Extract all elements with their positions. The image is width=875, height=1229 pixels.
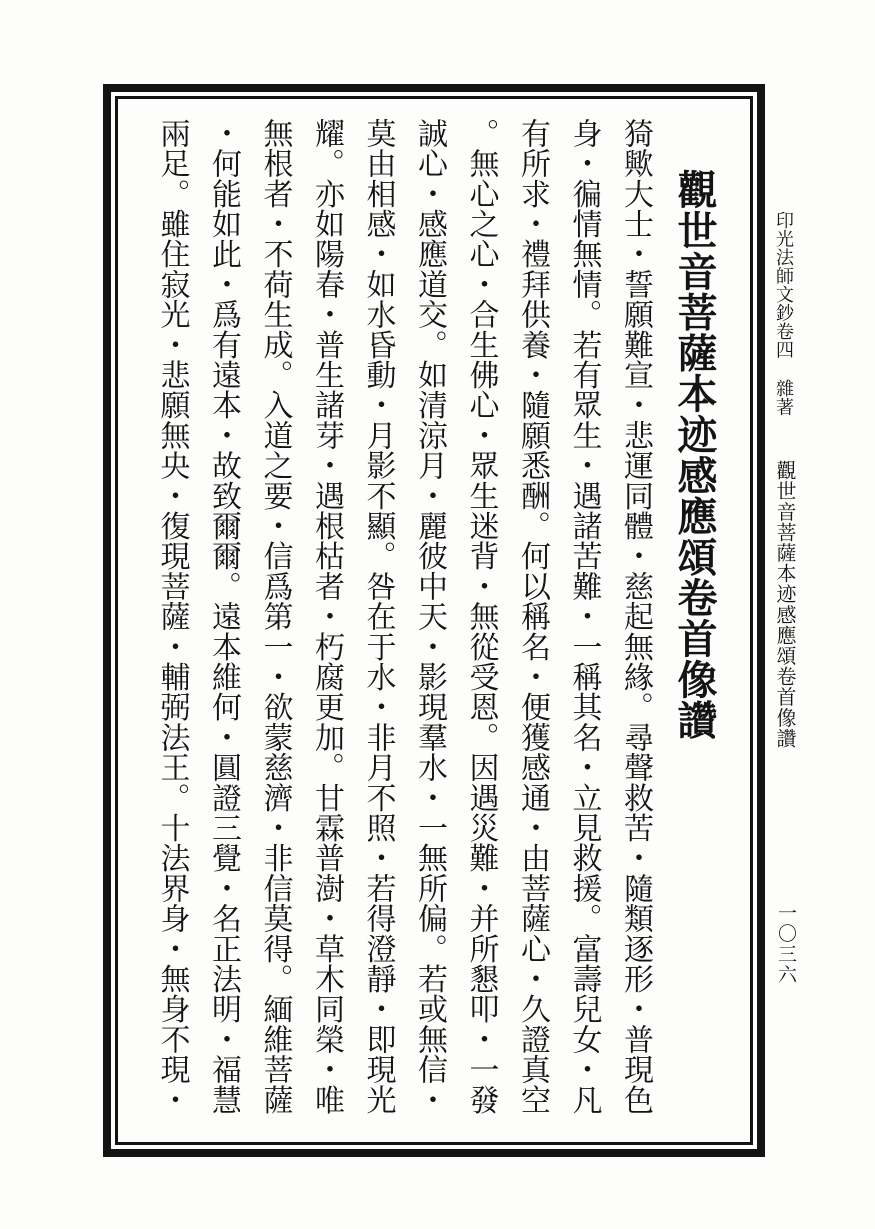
margin-running-head — [770, 211, 799, 831]
section-label: 雜著 — [774, 379, 794, 416]
text-column-1: 猗歟大士・誓願難宣・悲運同體・慈起無緣。尋聲救苦・隨類逐形・普現色 — [619, 118, 652, 1115]
text-column-10: 兩足。雖住寂光・悲願無央・復現菩薩・輔弼法王。十法界身・無身不現・ — [155, 118, 189, 1115]
page-title: 觀世音菩薩本迹感應頌卷首像讚 — [672, 169, 717, 741]
volume-label: 印光法師文鈔卷四 — [774, 211, 794, 359]
text-column-3: 有所求・禮拜供養・隨願悉酬。何以稱名・便獲感通・由菩薩心・久證真空 — [516, 118, 549, 1115]
page-frame-outer — [103, 84, 765, 1157]
text-column-5: 誠心・感應道交。如清涼月・麗彼中天・影現羣水・一無所偏。若或無信・ — [413, 118, 446, 1115]
text-column-7: 耀。亦如陽春・普生諸芽・遇根枯者・朽腐更加。甘霖普澍・草木同榮・唯 — [310, 118, 343, 1115]
page-number: 一〇三六 — [775, 903, 796, 985]
text-column-2: 身・徧情無情。若有眾生・遇諸苦難・一稱其名・立見救援。富壽兒女・凡 — [567, 118, 601, 1115]
running-title: 觀世音菩薩本迹感應頌卷首像讚 — [773, 460, 795, 749]
page-frame-inner — [115, 96, 753, 1145]
text-column-8: 無根者・不荷生成。入道之要・信爲第一・欲蒙慈濟・非信莫得。緬維菩薩 — [258, 118, 292, 1115]
text-block — [120, 101, 748, 1140]
text-column-4: 。無心之心・合生佛心・眾生迷背・無從受恩。因遇災難・并所懇叩・一發 — [464, 118, 498, 1115]
text-column-9: ・何能如此・爲有遠本・故致爾爾。遠本維何・圓證三覺・名正法明・福慧 — [207, 118, 240, 1115]
text-column-6: 莫由相感・如水昏動・月影不顯。咎在于水・非月不照・若得澄靜・即現光 — [361, 118, 395, 1115]
